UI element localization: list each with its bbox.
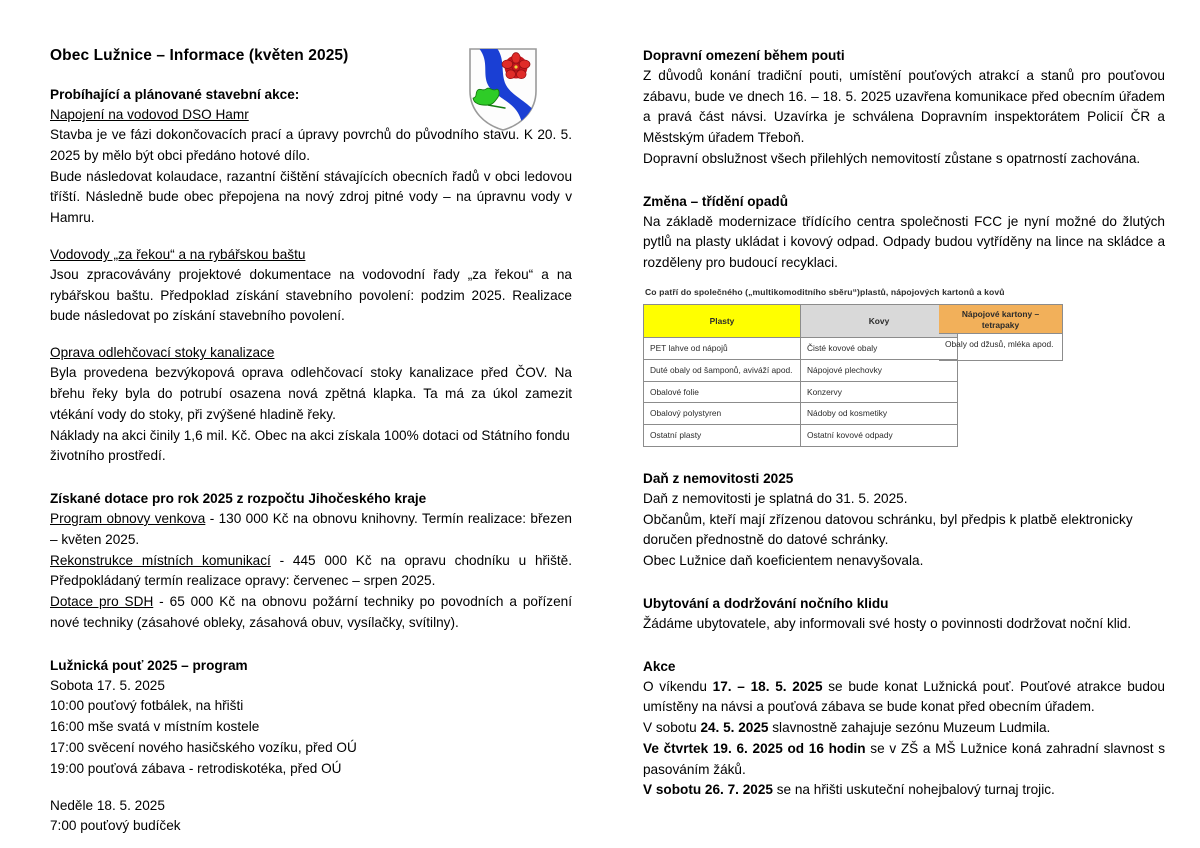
waste-table-caption: Co patří do společného („multikomoditního sběru“)plastů, nápojových kartonů a kovů	[645, 287, 1005, 298]
waste-table-figure	[643, 287, 1063, 447]
table-row	[644, 381, 958, 403]
grant-name-1: Program obnovy venkova	[50, 510, 206, 526]
heading-property-tax: Daň z nemovitosti 2025	[643, 470, 794, 486]
spacer	[50, 780, 572, 796]
spacer	[50, 467, 572, 489]
paragraph-hamr-1: Stavba je ve fázi dokončovacích prací a úpravy povrchů do původního stavu. K 20. 5. 2025 by mělo být obci předáno hotové dílo.	[50, 127, 572, 163]
left-column	[50, 46, 572, 837]
paragraph-stoka-1: Byla provedena bezvýkopová oprava odlehčovací stoky kanalizace před ČOV. Na břehu řeky byla do potrubí osazena nová zpětná klapka. Ta má za úkol zamezit vtékání vody do stoky, při zvýšené hladině řeky.	[50, 365, 572, 422]
event-text-4: se na hřišti uskuteční nohejbalový turnaj trojic.	[772, 782, 1055, 798]
table-header-row	[644, 305, 958, 338]
heading-grants: Získané dotace pro rok 2025 z rozpočtu Jihočeského kraje	[50, 491, 427, 507]
table-row	[644, 338, 958, 360]
grant-name-3: Dotace pro SDH	[50, 594, 154, 610]
spacer	[50, 634, 572, 656]
paragraph-traffic-2: Dopravní obslužnost všech přilehlých nemovitostí zůstane s opatrností zachována.	[643, 151, 1141, 167]
fair-saturday-item: 19:00 pouťová zábava - retrodiskotéka, před OÚ	[50, 760, 342, 776]
heading-traffic: Dopravní omezení během pouti	[643, 48, 845, 63]
fair-saturday-label: Sobota 17. 5. 2025	[50, 677, 165, 693]
event-date-2: 24. 5. 2025	[700, 720, 769, 736]
fair-sunday-label: Neděle 18. 5. 2025	[50, 797, 165, 813]
fair-saturday-item: 17:00 svěcení nového hasičského vozíku, před OÚ	[50, 739, 357, 755]
table-header-plasty: Plasty	[644, 305, 801, 338]
paragraph-tax-3: Obec Lužnice daň koeficientem nenavyšovala.	[643, 553, 924, 569]
cell-kovy: Nádoby od kosmetiky	[801, 403, 958, 425]
waste-table	[643, 304, 958, 447]
cell-kovy: Nápojové plechovky	[801, 359, 958, 381]
grant-item-2	[50, 551, 572, 593]
subheading-oprava-stoky: Oprava odlehčovací stoky kanalizace	[50, 345, 275, 361]
cell-plasty: Obalové folie	[644, 381, 801, 403]
subheading-vodovody-za-rekou: Vodovody „za řekou“ a na rybářskou baštu	[50, 247, 306, 263]
cell-plasty: Ostatní plasty	[644, 425, 801, 447]
table-row	[644, 359, 958, 381]
heading-events: Akce	[643, 658, 676, 674]
fair-saturday-item: 10:00 pouťový fotbálek, na hřišti	[50, 698, 244, 714]
grant-detail-2: - 445 000 Kč na opravu chodníku u hřiště. Předpokládaný termín realizace opravy: červenec – srpen 2025.	[50, 552, 572, 589]
spacer	[643, 635, 1165, 657]
heading-accommodation: Ubytování a dodržování nočního klidu	[643, 596, 889, 612]
table-header-kovy: Kovy	[801, 305, 958, 338]
paragraph-tax-1: Daň z nemovitosti je splatná do 31. 5. 2025.	[643, 490, 908, 506]
paragraph-za-rekou: Jsou zpracovávány projektové dokumentace na vodovodní řady „za řekou“ a na rybářskou baštu. Předpoklad získání stavebního povolení: podzim 2025. Realizace bude následovat po získání stavebního povolení.	[50, 266, 572, 324]
event-date-4: V sobotu 26. 7. 2025	[643, 782, 773, 798]
cell-kartony: Obaly od džusů, mléka apod.	[939, 334, 1063, 361]
waste-table-third-column	[939, 304, 1063, 361]
event-item-2	[643, 718, 1165, 739]
table-header-kartony: Nápojové kartony – tetrapaky	[939, 304, 1063, 334]
event-text-3: se v ZŠ a MŠ Lužnice koná zahradní slavnost s pasováním žáků.	[643, 740, 1165, 777]
cell-kovy: Čisté kovové obaly	[801, 338, 958, 360]
event-prefix-2: V sobotu	[643, 720, 701, 736]
paragraph-tax-2: Občanům, kteří mají zřízenou datovou schránku, byl předpis k platbě elektronicky doručen přednostně do datové schránky.	[643, 511, 1133, 548]
grant-item-3	[50, 592, 572, 634]
event-text-2: slavnostně zahajuje sezónu Muzeum Ludmila.	[768, 720, 1051, 736]
paragraph-waste: Na základě modernizace třídícího centra společnosti FCC je nyní možné do žlutých pytlů na plasty ukládat i kovový odpad. Odpady budou vytříděny na lince na skládce a rozděleny pro budoucí recyklaci.	[643, 213, 1165, 271]
table-row	[644, 403, 958, 425]
heading-fair-program: Lužnická pouť 2025 – program	[50, 657, 248, 673]
event-item-3	[643, 739, 1165, 781]
grant-item-1	[50, 509, 572, 551]
grant-name-2: Rekonstrukce místních komunikací	[50, 552, 271, 568]
fair-sunday-item: 7:00 pouťový budíček	[50, 818, 181, 834]
subheading-vodovod-hamr: Napojení na vodovod DSO Hamr	[50, 107, 249, 123]
event-text-1: se bude konat Lužnická pouť. Pouťové atrakce budou umístěny na návsi a pouťová zábava se bude konat před obecním úřadem.	[643, 678, 1165, 715]
spacer	[50, 229, 572, 245]
event-item-4	[643, 780, 1165, 801]
spacer	[643, 572, 1165, 594]
paragraph-hamr-2: Bude následovat kolaudace, razantní čištění stávajících obecních řadů v obci ledovou tříští. Následně bude obec přepojena na nový zdroj pitné vody – na úpravnu vody v Hamru.	[50, 168, 572, 226]
cell-plasty: PET lahve od nápojů	[644, 338, 801, 360]
cell-kovy: Ostatní kovové odpady	[801, 425, 958, 447]
spacer	[643, 170, 1165, 192]
page-title: Obec Lužnice – Informace (květen 2025)	[50, 47, 349, 64]
paragraph-stoka-2: Náklady na akci činily 1,6 mil. Kč. Obec na akci získala 100% dotaci od Státního fondu životního prostředí.	[50, 427, 570, 464]
grant-detail-1: - 130 000 Kč na obnovu knihovny. Termín realizace: březen – květen 2025.	[50, 510, 572, 547]
cell-plasty: Obalový polystyren	[644, 403, 801, 425]
cell-plasty: Duté obaly od šamponů, aviváží apod.	[644, 359, 801, 381]
grant-detail-3: - 65 000 Kč na obnovu požární techniky po povodních a pořízení nové techniky (zásahové obleky, zásahová obuv, vysílačky, svítilny).	[50, 594, 572, 630]
paragraph-accommodation: Žádáme ubytovatele, aby informovali své hosty o povinnosti dodržovat noční klid.	[643, 615, 1132, 631]
table-row	[644, 425, 958, 447]
event-date-3: Ve čtvrtek 19. 6. 2025 od 16 hodin	[643, 740, 866, 756]
right-column	[643, 46, 1165, 801]
event-item-1	[643, 677, 1165, 719]
spacer	[50, 327, 572, 343]
cell-kovy: Konzervy	[801, 381, 958, 403]
event-prefix-1: O víkendu	[643, 678, 713, 694]
fair-saturday-item: 16:00 mše svatá v místním kostele	[50, 719, 260, 735]
heading-construction: Probíhající a plánované stavební akce:	[50, 87, 300, 103]
event-date-1: 17. – 18. 5. 2025	[712, 678, 823, 694]
spacer	[643, 447, 1165, 469]
heading-waste-sorting: Změna – třídění opadů	[643, 193, 789, 209]
paragraph-traffic-1: Z důvodů konání tradiční pouti, umístění pouťových atrakcí a stanů pro pouťovou zábavu, bude ve dnech 16. – 18. 5. 2025 uzavřena komunikace před obecním úřadem a pravá část návsi. Uzavírka je schválena Dopravním inspektorátem Policií ČR a Městským úřadem Třeboň.	[643, 67, 1165, 146]
